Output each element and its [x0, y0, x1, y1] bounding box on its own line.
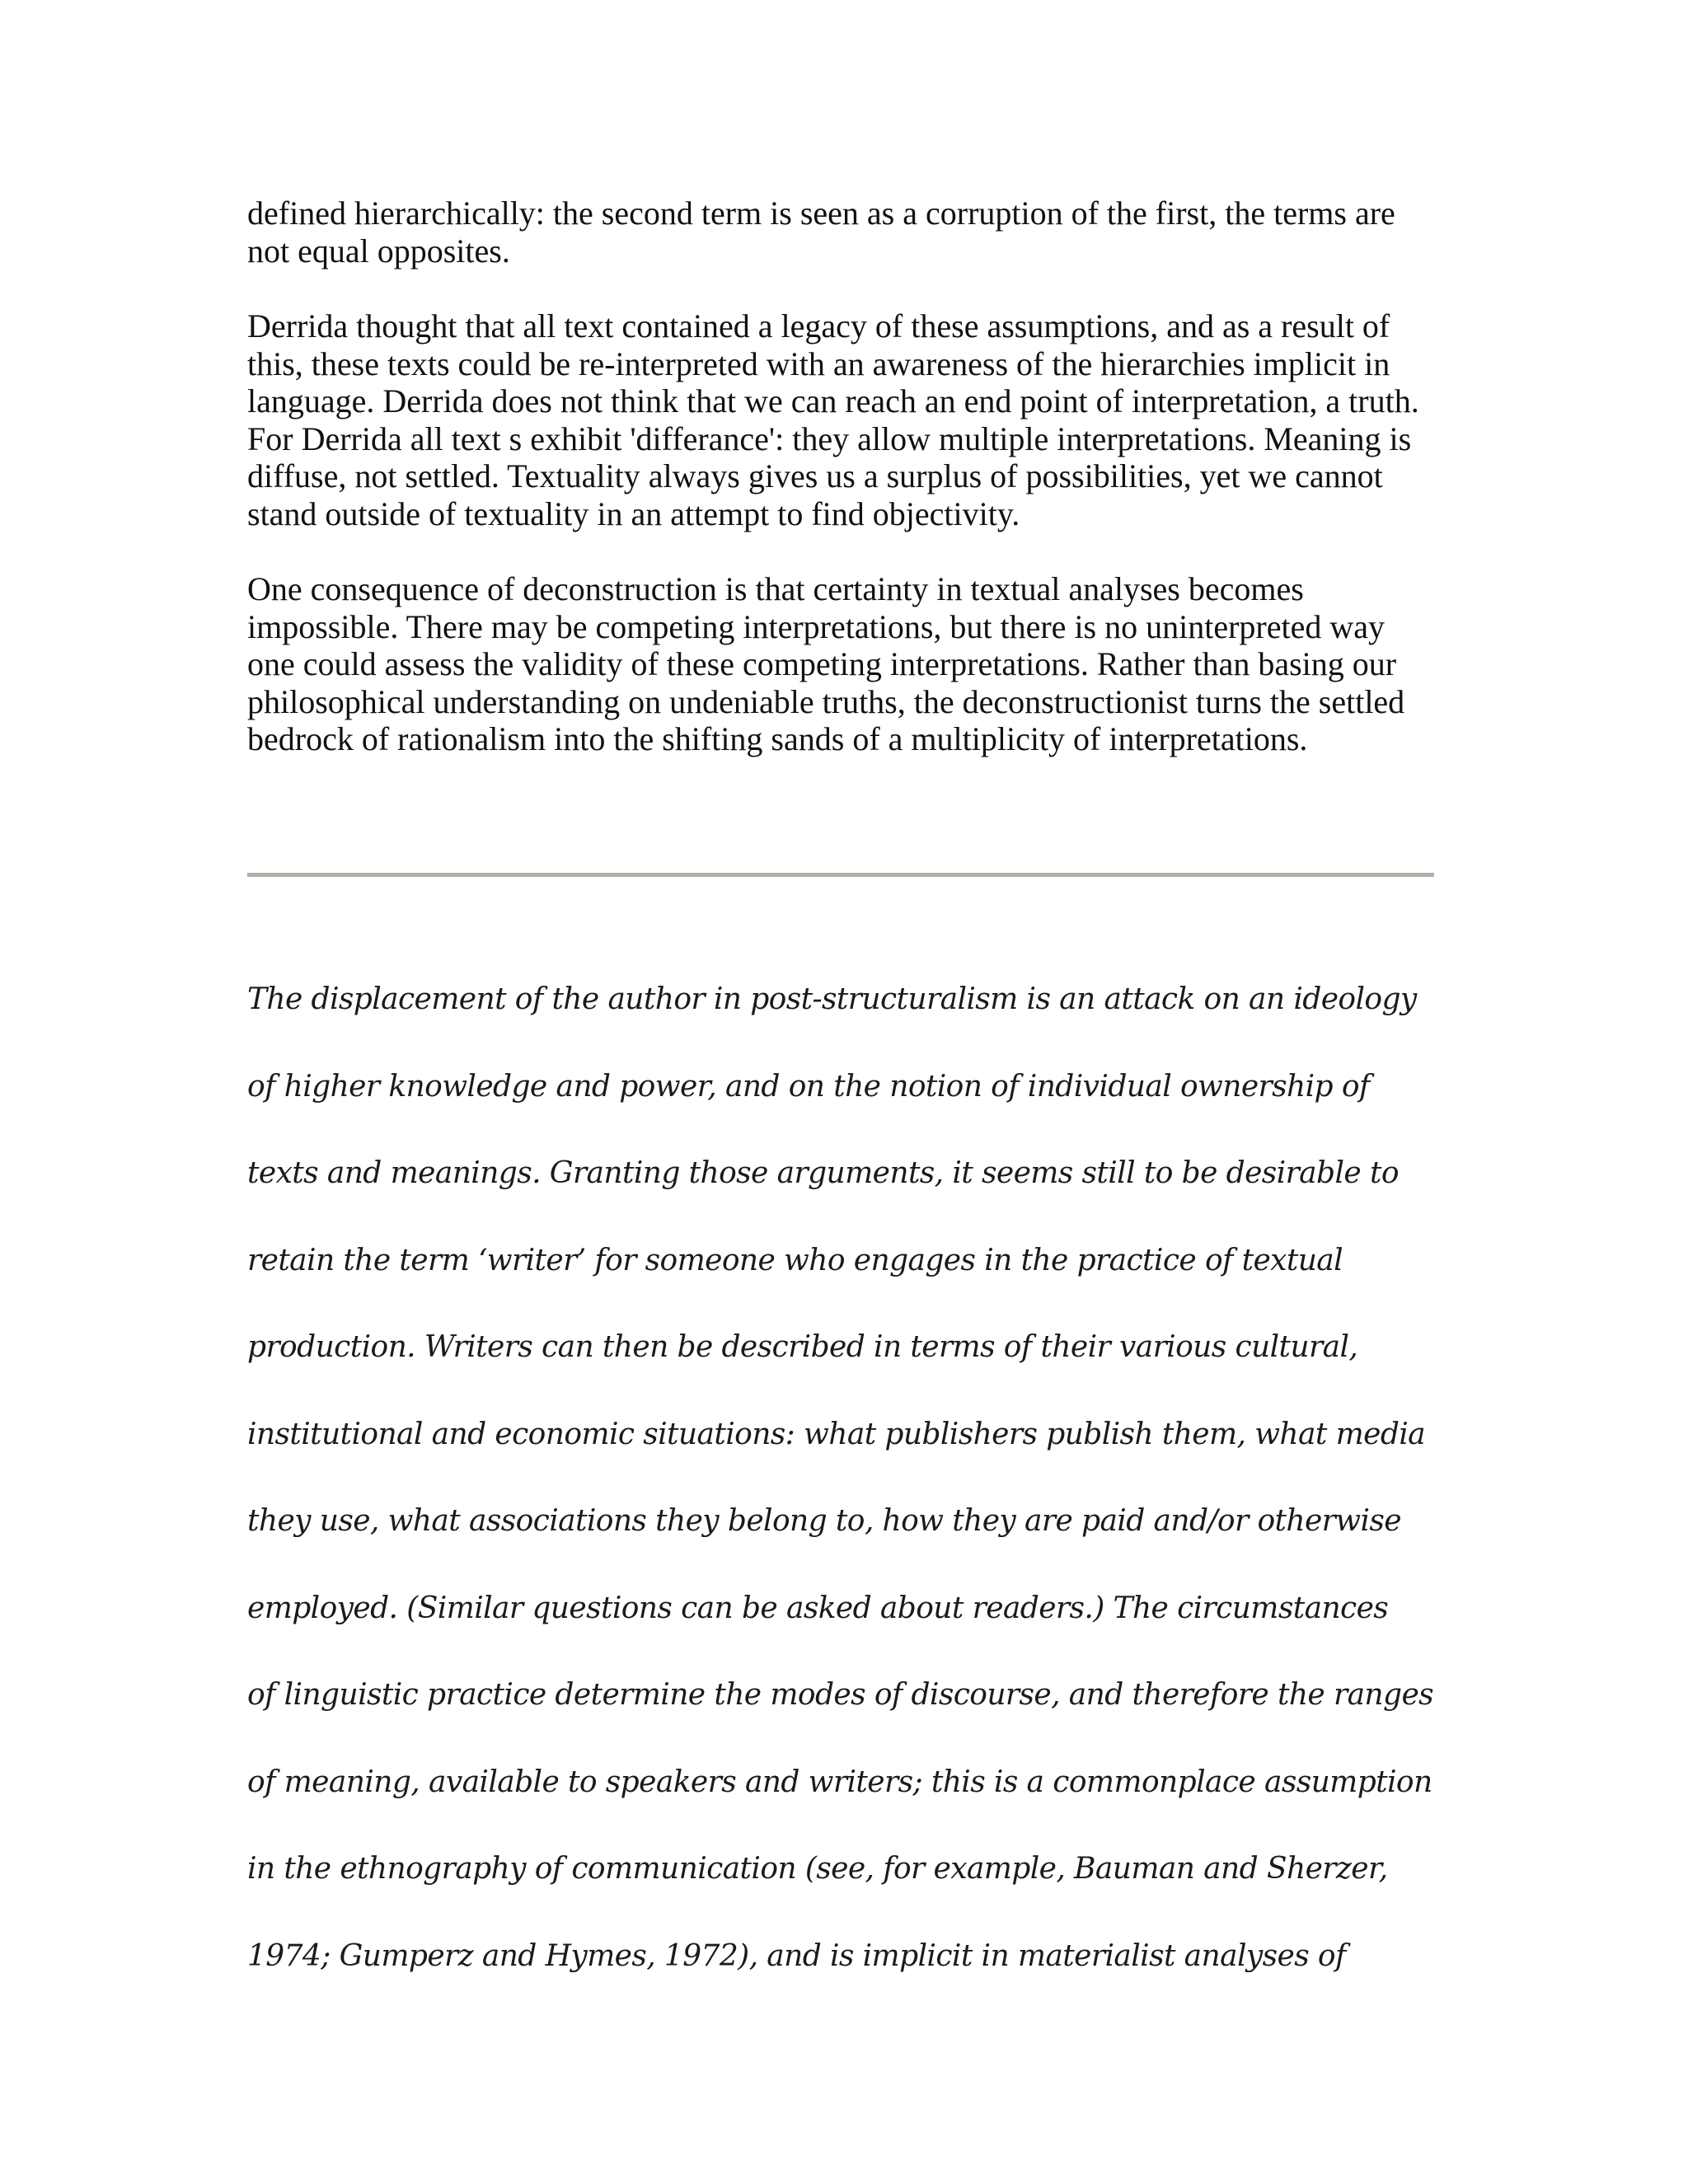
- quote-line: in the ethnography of communication (see, for example, Bauman and Sherzer,: [247, 1852, 1388, 1886]
- horizontal-divider: [247, 873, 1434, 877]
- paragraph-consequence: One consequence of deconstruction is that certainty in textual analyses becomes impossible. There may be competing interpretations, but there is no uninterpreted way one could assess the validity of these competing interpretations. Rather than basing our philosophical understanding on undeniable truths, the deconstructionist turns the settled bedrock of rationalism into the shifting sands of a multiplicity of interpretations.: [247, 570, 1405, 757]
- paragraph-derrida: Derrida thought that all text contained a legacy of these assumptions, and as a result of this, these texts could be re-interpreted with an awareness of the hierarchies implicit in language. Derrida does not think that we can reach an end point of interpretation, a truth. For Derrida all text s exhibit 'differance': they allow multiple interpretations. Meaning is diffuse, not settled. Textuality always gives us a surplus of possibilities, yet we cannot stand outside of textuality in an attempt to find objectivity.: [247, 307, 1419, 532]
- handwritten-quote: [247, 956, 1434, 1999]
- quote-line: of meaning, available to speakers and writers; this is a commonplace assumption: [247, 1765, 1432, 1799]
- quote-line: retain the term ‘writer’ for someone who engages in the practice of textual: [247, 1243, 1343, 1277]
- quote-line: texts and meanings. Granting those arguments, it seems still to be desirable to: [247, 1156, 1399, 1190]
- quote-line: of higher knowledge and power, and on the notion of individual ownership of: [247, 1069, 1370, 1104]
- body-text: [247, 194, 1434, 758]
- quote-line: they use, what associations they belong to, how they are paid and/or otherwise: [247, 1504, 1402, 1538]
- quote-line: of linguistic practice determine the modes of discourse, and therefore the ranges: [247, 1678, 1434, 1712]
- paragraph-hierarchy: defined hierarchically: the second term is seen as a corruption of the first, the terms are not equal opposites.: [247, 194, 1395, 269]
- quote-line: institutional and economic situations: what publishers publish them, what media: [247, 1417, 1426, 1451]
- quote-line: 1974; Gumperz and Hymes, 1972), and is implicit in materialist analyses of: [247, 1938, 1346, 1973]
- quote-line: The displacement of the author in post-structuralism is an attack on an ideology: [247, 982, 1417, 1016]
- quote-line: production. Writers can then be described in terms of their various cultural,: [247, 1330, 1358, 1364]
- quote-line: employed. (Similar questions can be asked about readers.) The circumstances: [247, 1591, 1389, 1625]
